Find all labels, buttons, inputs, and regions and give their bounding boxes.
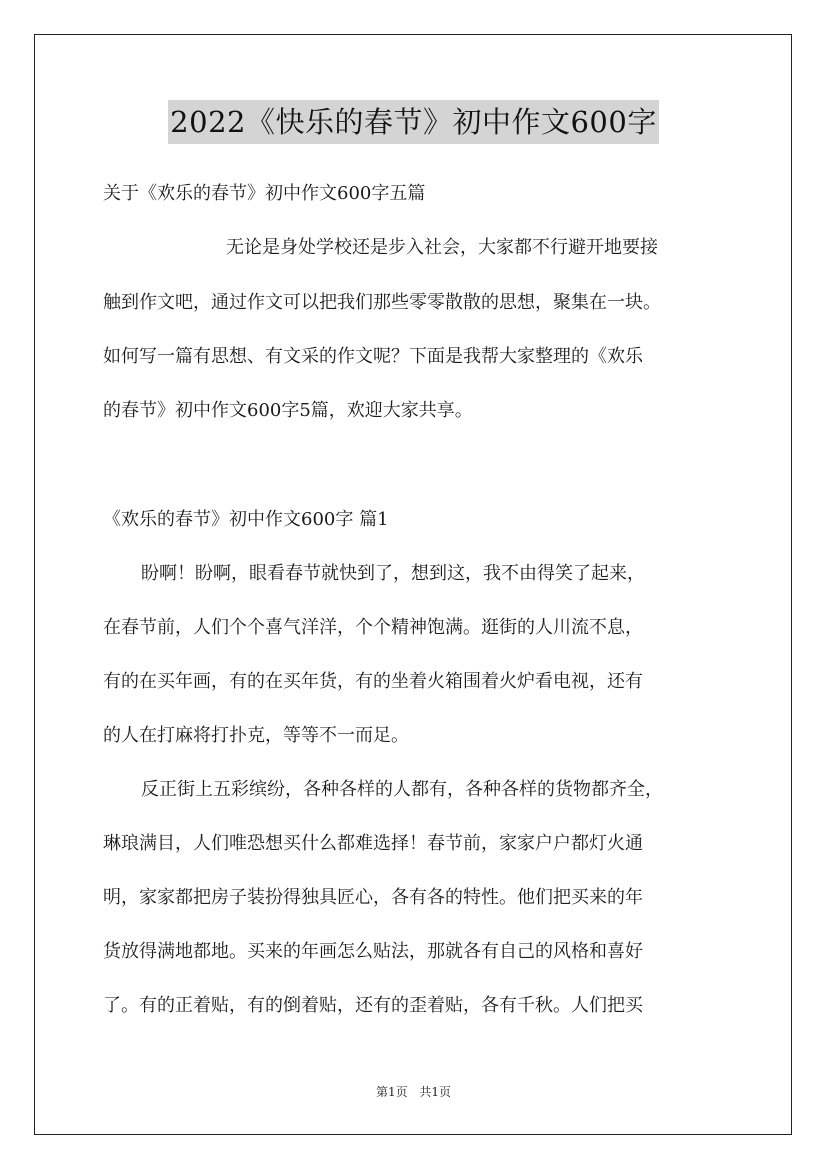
intro-line: 触到作文吧，通过作文可以把我们那些零零散散的思想，聚集在一块。: [103, 292, 661, 313]
page-number: 第1页: [375, 1085, 408, 1099]
paragraph-line: 琳琅满目，人们唯恐想买什么都难选择！春节前，家家户户都灯火通: [103, 833, 643, 854]
document-title: 2022《快乐的春节》初中作文600字: [168, 100, 659, 144]
paragraph-line: 在春节前，人们个个喜气洋洋，个个精神饱满。逛街的人川流不息，: [103, 617, 643, 638]
intro-line: 无论是身处学校还是步入社会，大家都不行避开地要接: [226, 237, 658, 258]
paragraph-line: 了。有的正着贴，有的倒着贴，还有的歪着贴，各有千秋。人们把买: [103, 995, 643, 1016]
intro-line: 的春节》初中作文600字5篇，欢迎大家共享。: [103, 400, 473, 421]
title-container: [0, 100, 827, 144]
page-total: 共1页: [419, 1085, 452, 1099]
paragraph-line: 明，家家都把房子装扮得独具匠心，各有各的特性。他们把买来的年: [103, 887, 643, 908]
paragraph-line: 有的在买年画，有的在买年货，有的坐着火箱围着火炉看电视，还有: [103, 671, 643, 692]
intro-line: 如何写一篇有思想、有文采的作文呢？下面是我帮大家整理的《欢乐: [103, 346, 643, 367]
paragraph-line: 货放得满地都地。买来的年画怎么贴法，那就各有自己的风格和喜好: [103, 941, 643, 962]
paragraph-line: 的人在打麻将打扑克，等等不一而足。: [103, 725, 409, 746]
section-heading: 《欢乐的春节》初中作文600字 篇1: [103, 509, 389, 530]
paragraph-line: 盼啊！盼啊，眼看春节就快到了，想到这，我不由得笑了起来，: [141, 563, 645, 584]
document-subtitle: 关于《欢乐的春节》初中作文600字五篇: [103, 183, 426, 204]
paragraph-line: 反正街上五彩缤纷，各种各样的人都有，各种各样的货物都齐全，: [141, 779, 663, 800]
page-footer: [0, 1083, 827, 1100]
